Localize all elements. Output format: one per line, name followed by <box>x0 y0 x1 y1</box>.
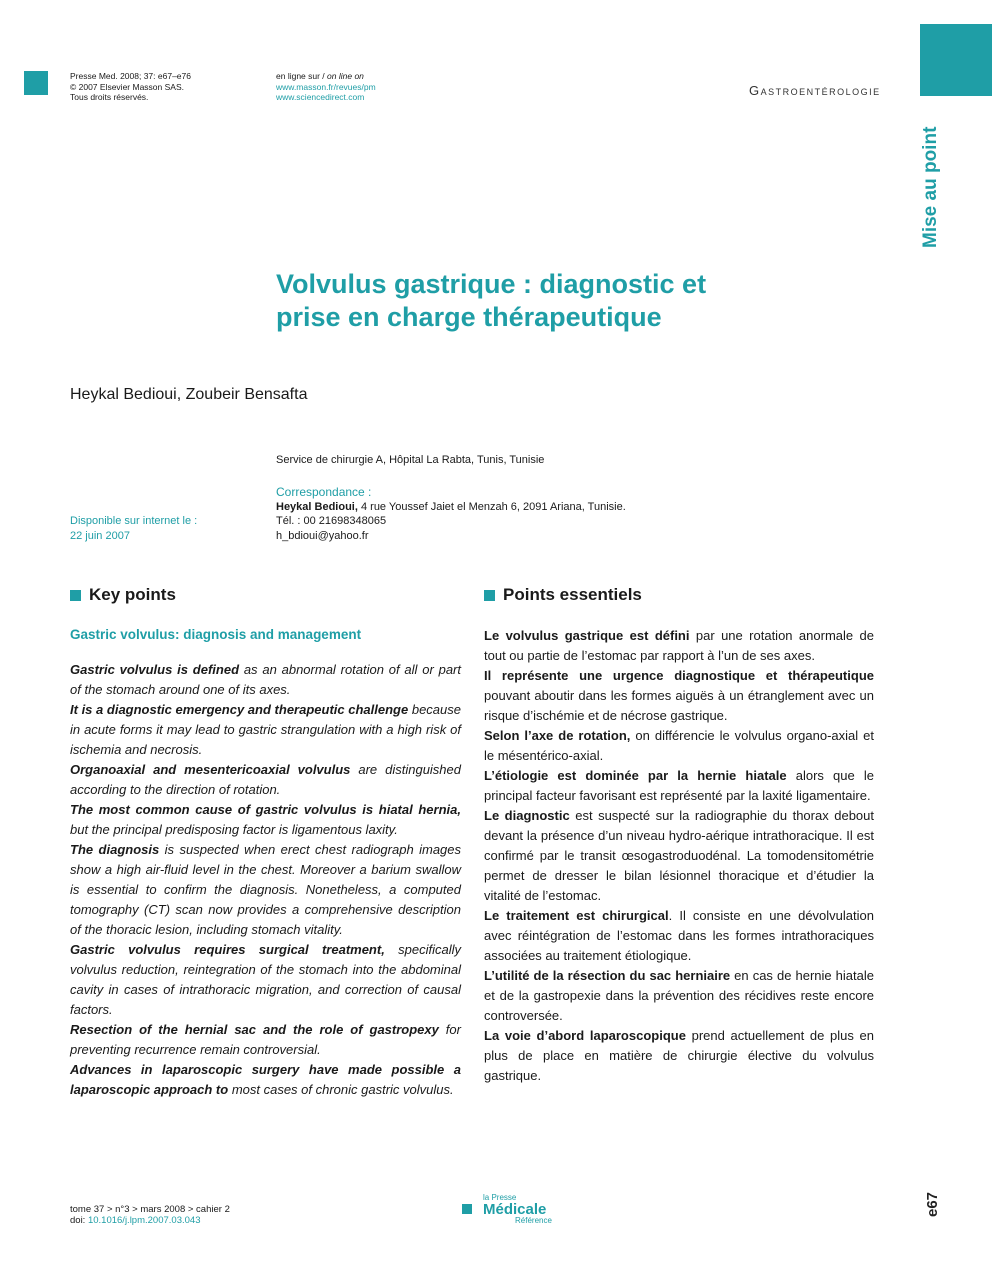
square-bullet-icon <box>484 590 495 601</box>
online-label: en ligne sur / on line on <box>276 71 364 81</box>
point-text: on différencie le volvulus organo-axial et le mésentérico-axial. <box>484 728 874 763</box>
point-lead: Organoaxial and mesentericoaxial volvulus <box>70 762 351 777</box>
point-lead: L’utilité de la résection du sac herniaire <box>484 968 731 983</box>
page-number: e67 <box>924 1191 941 1217</box>
rights: Tous droits réservés. <box>70 92 149 102</box>
point-item <box>70 1060 461 1100</box>
point-text: est suspecté sur la radiographie du thorax debout devant la présence d’un niveau hydro-aérique intrathoracique. Il est confirmé par le transit œsogastroduodénal. La tomodensitométrie permet de dresser le bilan lésionnel thoracique et d’étudier la vitalité de l’estomac. <box>484 808 874 903</box>
url-masson[interactable]: www.masson.fr/revues/pm <box>276 81 376 92</box>
point-text: pouvant aboutir dans les formes aiguës à un étranglement avec un risque d’ischémie et de nécrose gastrique. <box>484 688 874 723</box>
corner-tab-right <box>920 24 992 96</box>
point-lead: L’étiologie est dominée par la hernie hiatale <box>484 768 787 783</box>
point-text: is suspected when erect chest radiograph images show a high air-fluid level in the chest. Moreover a barium swallow is essential to confirm the diagnosis. Nonetheless, a computed tomography (CT) scan now provides a comprehensive description of the thoracic lesion, including stomach vitality. <box>70 842 462 937</box>
point-lead: La voie d’abord laparoscopique <box>484 1028 686 1043</box>
logo-main: Médicale <box>483 1201 547 1218</box>
point-item <box>70 940 461 1020</box>
point-item <box>70 660 461 700</box>
key-points-list <box>70 660 461 1100</box>
section-label: Gastroentérologie <box>749 83 881 98</box>
point-lead: Selon l’axe de rotation, <box>484 728 631 743</box>
point-item <box>70 760 461 800</box>
phone: Tél. : 00 21698348065 <box>276 515 387 527</box>
url-sciencedirect[interactable]: www.sciencedirect.com <box>276 92 365 102</box>
point-lead: Gastric volvulus requires surgical treatment, <box>70 942 385 957</box>
corner-square-left <box>24 71 48 95</box>
issue-info: tome 37 > n°3 > mars 2008 > cahier 2 <box>70 1204 230 1215</box>
square-bullet-icon <box>70 590 81 601</box>
point-lead: Le traitement est chirurgical <box>484 908 669 923</box>
point-text: as an abnormal rotation of all or part of the stomach around one of its axes. <box>70 662 461 697</box>
point-item <box>484 966 874 1026</box>
point-text: but the principal predisposing factor is ligamentous laxity. <box>70 822 398 837</box>
side-label: Mise au point <box>920 126 941 248</box>
footer-issue <box>70 1204 230 1226</box>
point-text: most cases of chronic gastric volvulus. <box>228 1082 454 1097</box>
point-lead: Il représente une urgence diagnostique et thérapeutique <box>484 668 874 683</box>
journal-logo <box>483 1194 552 1225</box>
point-text: specifically volvulus reduction, reintegration of the stomach into the abdominal cavity in cases of intrathoracic migration, and correction of causal factors. <box>70 942 462 1017</box>
point-item <box>484 766 874 806</box>
correspondence-address: Heykal Bedioui, 4 rue Youssef Jaiet el Menzah 6, 2091 Ariana, Tunisie. <box>276 500 626 513</box>
point-item <box>70 1020 461 1060</box>
point-lead: Gastric volvulus is defined <box>70 662 240 677</box>
point-text: prend actuellement de plus en plus de place en matière de chirurgie élective du volvulus gastrique. <box>484 1028 874 1083</box>
point-lead: Advances in laparoscopic surgery have made possible a laparoscopic approach to <box>70 1062 461 1097</box>
key-points-subtitle: Gastric volvulus: diagnosis and management <box>70 627 362 642</box>
point-item <box>70 840 461 940</box>
point-text: alors que le principal facteur favorisant est représenté par la laxité ligamentaire. <box>484 768 874 803</box>
point-text: are distinguished according to the direction of rotation. <box>70 762 461 797</box>
points-essentiels-heading: Points essentiels <box>484 585 642 605</box>
point-item <box>484 906 874 966</box>
affiliation: Service de chirurgie A, Hôpital La Rabta, Tunis, Tunisie <box>276 454 545 466</box>
point-item <box>70 800 461 840</box>
points-essentiels-list <box>484 626 874 1086</box>
point-lead: Resection of the hernial sac and the role of gastropexy <box>70 1022 439 1037</box>
point-text: for preventing recurrence remain controversial. <box>70 1022 461 1057</box>
point-lead: Le volvulus gastrique est défini <box>484 628 690 643</box>
article-title: Volvulus gastrique : diagnostic et prise en charge thérapeutique <box>276 269 707 332</box>
citation: Presse Med. 2008; 37: e67–e76 <box>70 71 191 81</box>
point-item <box>484 666 874 726</box>
availability: Disponible sur internet le : 22 juin 2007 <box>70 515 198 542</box>
point-item <box>70 700 461 760</box>
authors: Heykal Bedioui, Zoubeir Bensafta <box>70 386 308 403</box>
point-text: . Il consiste en une dévolvulation avec réintégration de l’estomac dans les formes intrathoraciques associées au traitement étiologique. <box>484 908 874 963</box>
doi-link[interactable]: 10.1016/j.lpm.2007.03.043 <box>87 1215 201 1226</box>
point-text: par une rotation anormale de tout ou partie de l’estomac par rapport à l’un de ses axes. <box>484 628 874 663</box>
point-text: en cas de hernie hiatale et de la gastropexie dans la prévention des récidives reste encore controversée. <box>484 968 874 1023</box>
point-item <box>484 1026 874 1086</box>
point-lead: Le diagnostic <box>484 808 570 823</box>
doi-line: doi: 10.1016/j.lpm.2007.03.043 <box>70 1215 201 1226</box>
point-lead: It is a diagnostic emergency and therapeutic challenge <box>70 702 409 717</box>
point-lead: The diagnosis <box>70 842 160 857</box>
point-item <box>484 726 874 766</box>
online-block <box>276 71 376 103</box>
point-item <box>484 806 874 906</box>
logo-square-icon <box>462 1204 472 1214</box>
logo-bottom: Référence <box>515 1216 552 1225</box>
correspondence-label: Correspondance : <box>276 485 372 499</box>
email[interactable]: h_bdioui@yahoo.fr <box>276 529 369 542</box>
key-points-heading: Key points <box>70 585 176 605</box>
point-text: because in acute forms it may lead to gastric strangulation with a high risk of ischemia and necrosis. <box>70 702 461 757</box>
point-lead: The most common cause of gastric volvulus is hiatal hernia, <box>70 802 461 817</box>
correspondence <box>276 485 626 543</box>
copyright: © 2007 Elsevier Masson SAS. <box>70 81 184 92</box>
citation-block <box>70 71 191 103</box>
point-item <box>484 626 874 666</box>
logo-top: la Presse <box>483 1193 517 1202</box>
